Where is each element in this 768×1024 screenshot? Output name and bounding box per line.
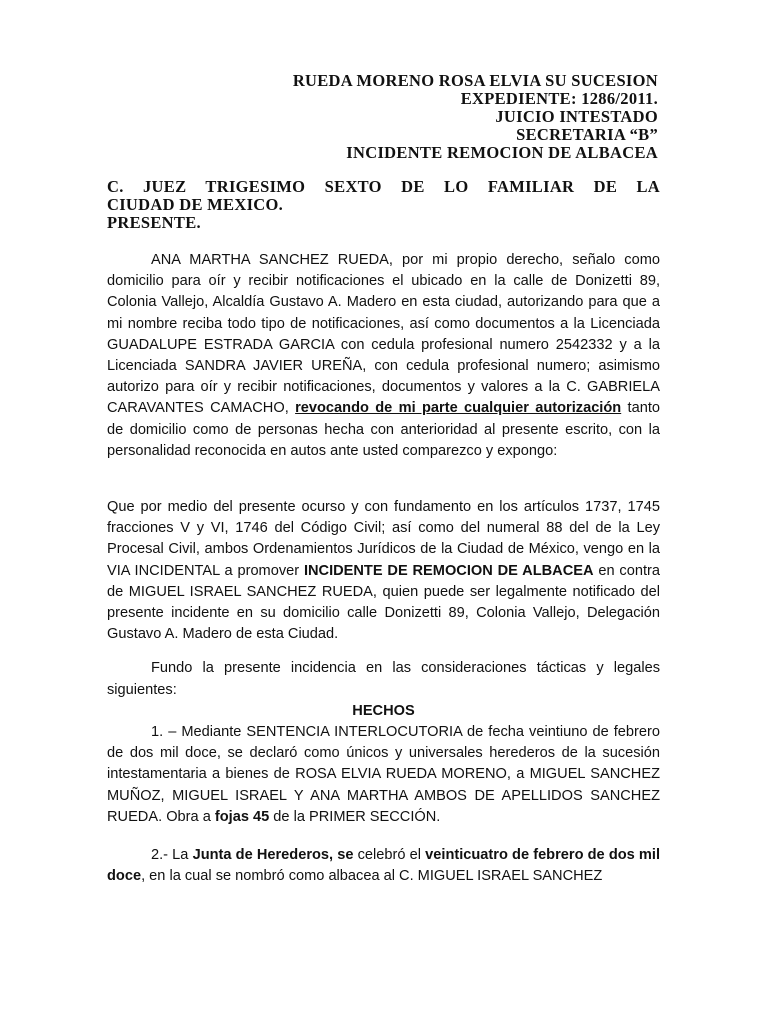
paragraph-text: celebró el: [353, 847, 426, 864]
incident-title-emphasis: INCIDENTE DE REMOCION DE ALBACEA: [303, 562, 594, 579]
paragraph-grounds: Fundo la presente incidencia en las consideraciones tácticas y legales siguientes:: [107, 660, 660, 698]
case-header: [293, 72, 658, 162]
addressee-city: CIUDAD DE MEXICO.: [107, 195, 284, 214]
header-incidente: INCIDENTE REMOCION DE ALBACEA: [346, 143, 658, 162]
fojas-emphasis: fojas 45: [214, 808, 270, 825]
paragraph-text: , en la cual se nombró como albacea al C. MIGUEL ISRAEL SANCHEZ: [141, 868, 603, 885]
junta-emphasis: Junta de Herederos, se: [192, 847, 354, 864]
paragraph-fact-1: [107, 722, 660, 828]
paragraph-text: 2.- La: [151, 847, 193, 864]
paragraph-personality: [107, 250, 660, 462]
header-juicio: JUICIO INTESTADO: [495, 107, 658, 126]
header-case-title: RUEDA MORENO ROSA ELVIA SU SUCESION: [292, 71, 658, 90]
paragraph-text: de la PRIMER SECCIÓN.: [269, 808, 441, 825]
paragraph-text: ANA MARTHA SANCHEZ RUEDA, por mi propio derecho, señalo como domicilio para oír y recibir notificaciones el ubicado en la calle de Donizetti 89, Colonia Vallejo, Alcaldía Gustavo A. Madero en esta ciudad, autorizando para que a mi nombre reciba todo tipo de notificaciones, así como documentos a la Licenciada GUADALUPE ESTRADA GARCIA con cedula profesional numero 2542332 y a la Licenciada SANDRA JAVIER UREÑA, con cedula profesional numero; asimismo autorizo para oír y recibir notificaciones, documentos y valores a la C. GABRIELA CARAVANTES CAMACHO,: [107, 252, 660, 417]
paragraph-text: tanto de domicilio como de personas hecha con anterioridad al presente escrito, con la personalidad reconocida en autos ante usted comparezco y expongo:: [107, 400, 661, 459]
revocation-emphasis: revocando de mi parte cualquier autorización: [295, 400, 622, 417]
header-secretaria: SECRETARIA “B”: [516, 125, 658, 144]
paragraph-incident: [107, 497, 660, 645]
paragraph-text: Que por medio del presente ocurso y con fundamento en los artículos 1737, 1745 fracciones V y VI, 1746 del Código Civil; así como del numeral 88 del de la Ley Procesal Civil, ambos Ordenamientos Jurídicos de la Ciudad de México, vengo en la VIA INCIDENTAL a promover: [107, 499, 660, 579]
hechos-heading: HECHOS: [352, 702, 415, 719]
paragraph-fact-2: [107, 845, 660, 887]
addressee-block: [107, 178, 660, 232]
header-expediente: EXPEDIENTE: 1286/2011.: [460, 89, 658, 108]
addressee-judge: C. JUEZ TRIGESIMO SEXTO DE LO FAMILIAR DE LA: [107, 177, 660, 196]
document-body: [107, 250, 660, 887]
addressee-presente: PRESENTE.: [107, 213, 201, 232]
paragraph-text: 1. – Mediante SENTENCIA INTERLOCUTORIA de fecha veintiuno de febrero de dos mil doce, se declaró como únicos y universales herederos de la sucesión intestamentaria a bienes de ROSA ELVIA RUEDA MORENO, a MIGUEL SANCHEZ MUÑOZ, MIGUEL ISRAEL Y ANA MARTHA AMBOS DE APELLIDOS SANCHEZ RUEDA. Obra a: [107, 724, 660, 825]
paragraph-text: en contra de MIGUEL ISRAEL SANCHEZ RUEDA, quien puede ser legalmente notificado del presente incidente en su domicilio calle Donizetti 89, Colonia Vallejo, Delegación Gustavo A. Madero de esta Ciudad.: [107, 562, 660, 643]
date-emphasis: veinticuatro de febrero de dos mil doce: [107, 847, 660, 885]
